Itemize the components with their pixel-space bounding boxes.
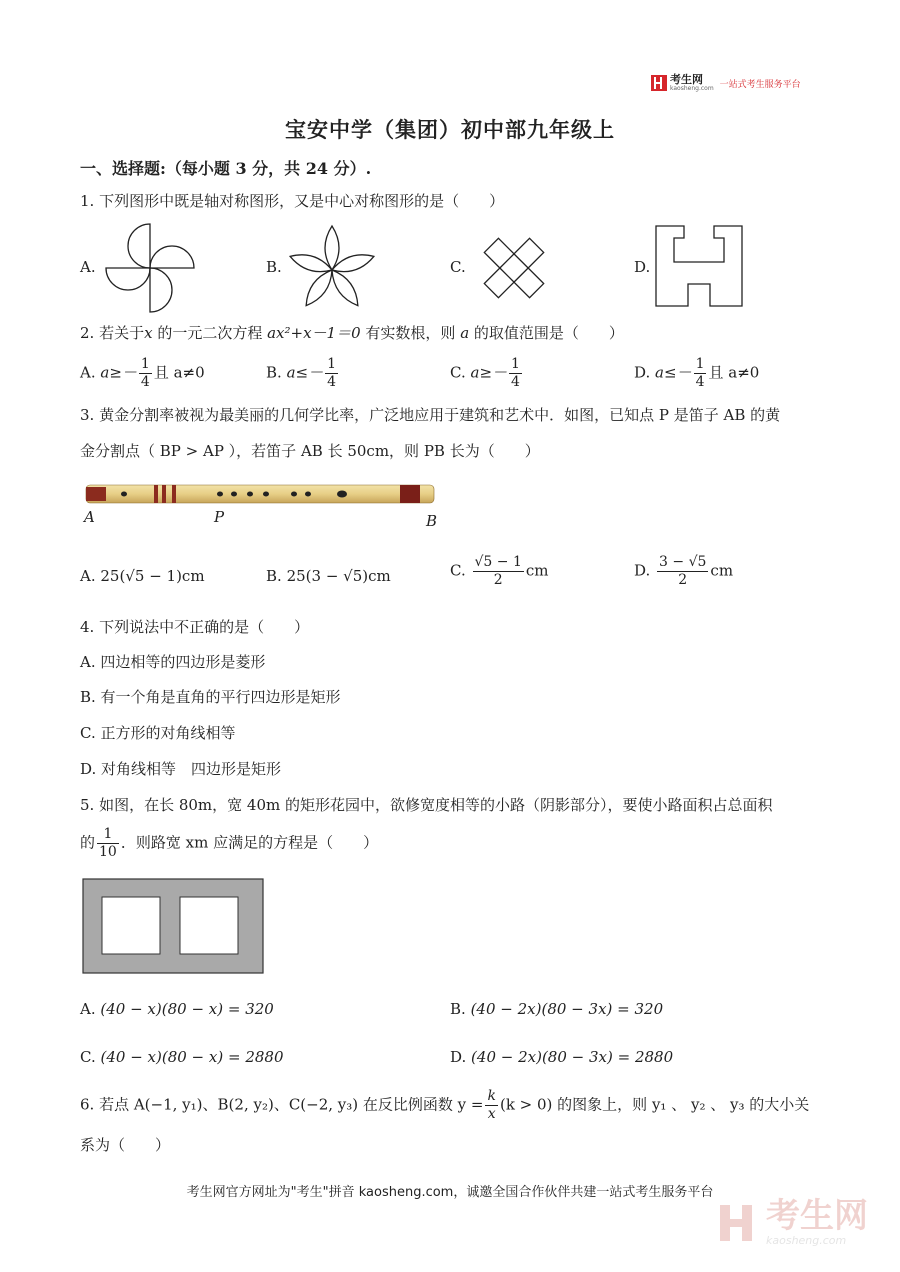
numerator: 3 − √5 bbox=[659, 554, 707, 570]
q2-part: 的取值范围是（ ） bbox=[469, 324, 624, 342]
q2-option-b bbox=[266, 356, 340, 391]
q5-part: 的 bbox=[80, 833, 96, 852]
q4-text: 4. 下列说法中不正确的是（ ） bbox=[80, 618, 310, 636]
option-label: D. bbox=[634, 363, 651, 382]
q2-text bbox=[80, 322, 624, 344]
q4-option-a: A. 四边相等的四边形是菱形 bbox=[80, 653, 266, 671]
q5-line2 bbox=[80, 826, 378, 861]
q5-option-c bbox=[80, 1046, 284, 1068]
watermark-url: kaosheng.com bbox=[766, 1234, 847, 1247]
q5-option-d bbox=[450, 1046, 673, 1068]
q2-var-a: a bbox=[460, 324, 470, 342]
brand-logo bbox=[651, 74, 801, 92]
numerator: 1 bbox=[695, 356, 705, 372]
denominator: 4 bbox=[511, 374, 520, 390]
q5-line1: 5. 如图，在长 80m，宽 40m 的矩形花园中，欲修宽度相等的小路（阴影部分），要使小路面积占总面积 bbox=[80, 796, 773, 814]
point-b-label: B bbox=[426, 512, 438, 530]
q2-part: 的一元二次方程 bbox=[152, 324, 268, 342]
castle-shape-figure bbox=[654, 222, 746, 314]
q5-option-a bbox=[80, 998, 274, 1020]
option-expr: 且 a≠0 bbox=[708, 363, 760, 382]
unit: cm bbox=[525, 561, 549, 580]
q2-option-a bbox=[80, 356, 205, 391]
q1-label-a: A. bbox=[80, 258, 96, 276]
numerator: 1 bbox=[140, 356, 150, 372]
option-expr: 25(√5 − 1)cm bbox=[100, 567, 205, 585]
q5-option-b bbox=[450, 998, 663, 1020]
q4-option-c: C. 正方形的对角线相等 bbox=[80, 724, 236, 742]
q3-option-b bbox=[266, 565, 391, 587]
page-title: 宝安中学（集团）初中部九年级上 bbox=[285, 117, 615, 142]
option-label: B. bbox=[450, 1000, 466, 1018]
section-heading: 一、选择题:（每小题 3 分，共 24 分）. bbox=[80, 159, 372, 178]
q3-option-a bbox=[80, 565, 205, 587]
denominator: x bbox=[487, 1106, 496, 1122]
pinwheel-figure bbox=[104, 222, 196, 314]
q6-line1 bbox=[80, 1088, 809, 1123]
option-label: B. bbox=[266, 567, 282, 585]
cross-squares-figure bbox=[468, 222, 560, 314]
fraction bbox=[694, 356, 707, 391]
q3-option-c bbox=[450, 554, 549, 589]
q1-label-b: B. bbox=[266, 258, 282, 276]
numerator: 1 bbox=[97, 826, 119, 844]
fraction bbox=[509, 356, 522, 391]
watermark-logo-icon bbox=[716, 1201, 760, 1245]
point-p-label: P bbox=[214, 508, 225, 526]
unit: cm bbox=[710, 561, 734, 580]
option-expr: a≤－ bbox=[655, 363, 692, 382]
fraction bbox=[97, 826, 119, 861]
five-petal-flower-figure bbox=[286, 222, 378, 314]
q6-part: (k > 0) 的图象上，则 y₁ 、 y₂ 、 y₃ 的大小关 bbox=[499, 1095, 810, 1114]
fraction bbox=[473, 554, 524, 589]
q2-part: 2. 若关于 bbox=[80, 324, 145, 342]
q2-var-x: x bbox=[144, 324, 153, 342]
option-expr: a≥－ bbox=[100, 363, 137, 382]
option-label: C. bbox=[80, 1048, 96, 1066]
numerator: 1 bbox=[327, 356, 337, 372]
q5-part: ．则路宽 xm 应满足的方程是（ ） bbox=[120, 833, 379, 852]
option-label: C. bbox=[450, 561, 466, 580]
option-label: B. bbox=[266, 363, 282, 382]
denominator: 4 bbox=[327, 374, 337, 390]
q2-part: 有实数根，则 bbox=[360, 324, 461, 342]
option-equation: (40 − 2x)(80 − 3x) = 2880 bbox=[471, 1048, 674, 1066]
brand-name: 考生网 bbox=[670, 73, 703, 86]
q1-label-c: C. bbox=[450, 258, 466, 276]
brand-slogan: 一站式考生服务平台 bbox=[719, 79, 801, 90]
q1-label-d: D. bbox=[634, 258, 651, 276]
option-label: A. bbox=[80, 567, 96, 585]
fraction bbox=[657, 554, 708, 589]
fraction bbox=[325, 356, 338, 391]
numerator: √5 − 1 bbox=[474, 554, 522, 570]
flute-figure bbox=[84, 480, 440, 510]
option-expr: 25(3 − √5)cm bbox=[286, 567, 391, 585]
denominator: 2 bbox=[493, 572, 503, 588]
fraction bbox=[139, 356, 152, 391]
option-label: A. bbox=[80, 363, 96, 382]
option-expr: a≥－ bbox=[470, 363, 508, 382]
q2-equation: ax²+x－1＝0 bbox=[267, 324, 361, 342]
footer-text: 考生网官方网址为"考生"拼音 kaosheng.com，诚邀全国合作伙伴共建一站式考生服务平台 bbox=[186, 1185, 714, 1200]
q3-line2: 金分割点（ BP > AP ），若笛子 AB 长 50cm，则 PB 长为（ ） bbox=[80, 442, 540, 460]
watermark bbox=[716, 1198, 868, 1247]
denominator: 4 bbox=[695, 374, 705, 390]
q2-option-d bbox=[634, 356, 759, 391]
option-expr: a≤－ bbox=[286, 363, 324, 382]
q4-option-d: D. 对角线相等 四边形是矩形 bbox=[80, 760, 282, 778]
numerator: 1 bbox=[511, 356, 520, 372]
numerator: k bbox=[487, 1088, 496, 1104]
q3-option-d bbox=[634, 554, 733, 589]
brand-mark-icon bbox=[651, 75, 667, 91]
fraction bbox=[485, 1088, 497, 1123]
q2-option-c bbox=[450, 356, 524, 391]
option-equation: (40 − 2x)(80 − 3x) = 320 bbox=[470, 1000, 664, 1018]
option-label: C. bbox=[450, 363, 466, 382]
point-a-label: A bbox=[84, 508, 95, 526]
option-label: A. bbox=[80, 1000, 96, 1018]
brand-url: kaosheng.com bbox=[670, 85, 714, 92]
denominator: 4 bbox=[140, 374, 150, 390]
denominator: 2 bbox=[678, 572, 688, 588]
denominator: 10 bbox=[99, 844, 117, 860]
option-expr: 且 a≠0 bbox=[153, 363, 205, 382]
q1-text: 1. 下列图形中既是轴对称图形，又是中心对称图形的是（ ） bbox=[80, 192, 505, 210]
option-equation: (40 − x)(80 − x) = 320 bbox=[100, 1000, 274, 1018]
watermark-name: 考生网 bbox=[766, 1196, 868, 1236]
option-label: D. bbox=[634, 561, 651, 580]
q6-line2: 系为（ ） bbox=[80, 1136, 171, 1154]
option-label: D. bbox=[450, 1048, 467, 1066]
q3-line1: 3. 黄金分割率被视为最美丽的几何学比率，广泛地应用于建筑和艺术中．如图，已知点 P 是笛子 AB 的黄 bbox=[80, 406, 781, 424]
garden-figure bbox=[82, 878, 264, 974]
q4-option-b: B. 有一个角是直角的平行四边形是矩形 bbox=[80, 688, 341, 706]
q6-part: 6. 若点 A(−1, y₁)、B(2, y₂)、C(−2, y₃) 在反比例函数 y = bbox=[80, 1095, 484, 1114]
option-equation: (40 − x)(80 − x) = 2880 bbox=[100, 1048, 284, 1066]
